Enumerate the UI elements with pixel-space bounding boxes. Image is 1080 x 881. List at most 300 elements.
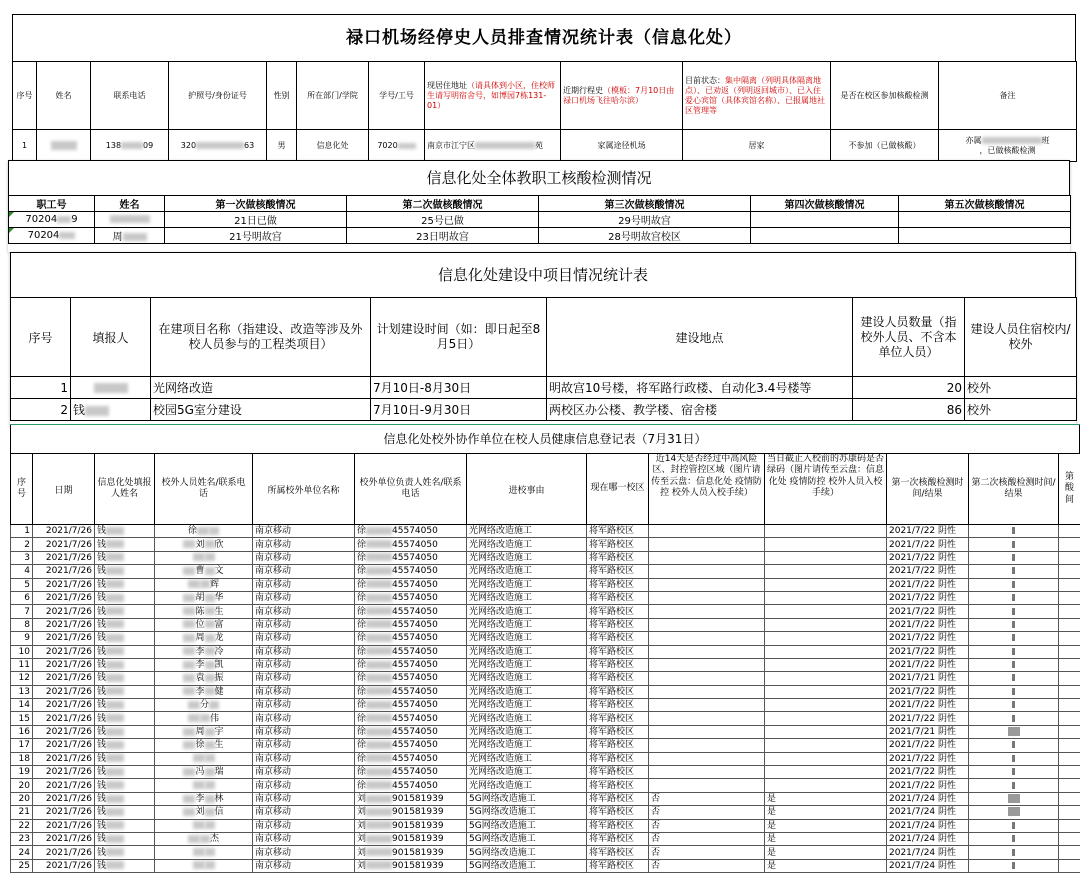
cell-leader (355, 725, 467, 738)
cell-staff-id (9, 212, 95, 228)
cell-staff-id (9, 228, 95, 244)
cell-reporter (95, 605, 155, 618)
cell-test1 (887, 618, 969, 631)
test1-value: 2021/7/24 阴性 (889, 821, 956, 831)
risk-value: 否 (651, 821, 660, 831)
cell-date (33, 712, 95, 725)
redacted-block (205, 741, 215, 749)
cell-code (765, 672, 887, 685)
campus-value: 将军路校区 (589, 834, 634, 844)
cell-extra (1059, 725, 1080, 738)
cell-leader (355, 806, 467, 819)
airport-stopover-table (12, 61, 1077, 162)
cell-leader (355, 551, 467, 564)
cell-risk (649, 806, 765, 819)
table-row (11, 699, 1080, 712)
cell-risk (649, 725, 765, 738)
cell-seq: 1 (13, 130, 37, 162)
cell-reporter (95, 712, 155, 725)
redacted-block (366, 808, 392, 816)
person-c: 杰 (210, 834, 219, 844)
company-value: 南京移动 (255, 861, 291, 871)
cell-risk (649, 538, 765, 551)
person-b: 冯 (195, 767, 204, 777)
header-seq: 序号 (13, 62, 37, 130)
seq-value: 10 (19, 647, 30, 657)
date-value: 2021/7/26 (46, 620, 92, 630)
cell-person (155, 752, 253, 765)
header-status (683, 62, 831, 130)
cell-risk (649, 672, 765, 685)
reporter-start: 钱 (97, 673, 106, 683)
cell-company (253, 672, 355, 685)
risk-value: 否 (651, 834, 660, 844)
cell-seq (11, 591, 33, 604)
reporter-start: 钱 (73, 403, 85, 417)
seq-value: 17 (19, 740, 30, 750)
cell-seq: 1 (11, 377, 71, 399)
cell-reason (467, 766, 587, 779)
thumbnail-icon (1012, 688, 1015, 695)
test1-value: 2021/7/24 阴性 (889, 848, 956, 858)
header-leader: 校外单位负责人姓名/联系电话 (355, 454, 467, 525)
thumbnail-icon (1008, 727, 1020, 736)
cell-test2 (969, 846, 1059, 859)
redacted-block (209, 701, 219, 709)
cell-date (33, 766, 95, 779)
cell-seq (11, 565, 33, 578)
cell-date (33, 859, 95, 872)
campus-value: 将军路校区 (589, 767, 634, 777)
date-value: 2021/7/26 (46, 580, 92, 590)
person-c: 伟 (210, 714, 219, 724)
date-value: 2021/7/26 (46, 794, 92, 804)
campus-value: 将军路校区 (589, 607, 634, 617)
header-seq: 序号 (11, 298, 71, 377)
company-value: 南京移动 (255, 526, 291, 536)
table-header-row (11, 298, 1077, 377)
risk-value: 否 (651, 807, 660, 817)
redacted-block (205, 808, 215, 816)
cell-test2 (969, 739, 1059, 752)
leader-start: 徐 (357, 593, 366, 603)
redacted-block (205, 821, 215, 829)
header-person: 校外人员姓名/联系电话 (155, 454, 253, 525)
reason-value: 5G网络改造施工 (469, 821, 536, 831)
header-test2: 第二次核酸检测时间/结果 (969, 454, 1059, 525)
campus-value: 将军路校区 (589, 580, 634, 590)
cell-date (33, 591, 95, 604)
cell-leader (355, 779, 467, 792)
code-value: 是 (767, 861, 776, 871)
cell-test2 (969, 551, 1059, 564)
cell-code (765, 565, 887, 578)
campus-value: 将军路校区 (589, 673, 634, 683)
person-c: 文 (215, 566, 224, 576)
cell-seq (11, 632, 33, 645)
redacted-block (183, 795, 195, 803)
cell-person (155, 685, 253, 698)
cell-reporter (95, 766, 155, 779)
cell-risk (649, 618, 765, 631)
cell-extra (1059, 766, 1080, 779)
redacted-block (366, 768, 392, 776)
risk-value: 否 (651, 861, 660, 871)
cell-test2 (969, 525, 1059, 538)
table-header-row (11, 454, 1080, 525)
company-value: 南京移动 (255, 848, 291, 858)
redacted-block (85, 406, 109, 416)
cell-test2 (969, 632, 1059, 645)
thumbnail-icon (1012, 608, 1015, 615)
reporter-start: 钱 (97, 848, 106, 858)
reporter-start: 钱 (97, 553, 106, 563)
date-value: 2021/7/26 (46, 593, 92, 603)
cell-person (155, 645, 253, 658)
redacted-block (57, 216, 71, 223)
cell-name (37, 130, 91, 162)
redacted-block (366, 661, 392, 669)
test1-value: 2021/7/22 阴性 (889, 553, 956, 563)
header-trip-note: （模板：7月10日由禄口机场飞往哈尔滨） (563, 86, 674, 105)
redacted-block (106, 754, 124, 762)
cell-risk (649, 712, 765, 725)
cell-reason (467, 591, 587, 604)
cell-extra (1059, 792, 1080, 805)
reporter-start: 钱 (97, 807, 106, 817)
test1-value: 2021/7/22 阴性 (889, 647, 956, 657)
redacted-block (106, 861, 124, 869)
cell-reason (467, 685, 587, 698)
person-c: 林 (215, 794, 224, 804)
leader-phone: 45574050 (392, 633, 438, 643)
seq-value: 20 (19, 781, 30, 791)
company-value: 南京移动 (255, 593, 291, 603)
table-header-row (9, 196, 1071, 212)
thumbnail-icon (1012, 741, 1015, 748)
project-table (10, 297, 1077, 421)
cell-staff-name (95, 212, 165, 228)
redacted-block (94, 383, 128, 393)
cell-test1 (887, 859, 969, 872)
cell-extra (1059, 551, 1080, 564)
table-row (9, 212, 1071, 228)
cell-date (33, 725, 95, 738)
cell-leader (355, 538, 467, 551)
cell-test2 (969, 672, 1059, 685)
cell-test1 (887, 766, 969, 779)
test1-value: 2021/7/22 阴性 (889, 687, 956, 697)
cell-code (765, 846, 887, 859)
cell-reporter (95, 685, 155, 698)
code-value: 是 (767, 821, 776, 831)
redacted-block (106, 634, 124, 642)
cell-person (155, 766, 253, 779)
redacted-block (106, 647, 124, 655)
person-c: 振 (215, 673, 224, 683)
cell-extra (1059, 859, 1080, 872)
cell-campus (587, 712, 649, 725)
redacted-block (205, 861, 215, 869)
cell-seq (11, 645, 33, 658)
reason-value: 光网络改造施工 (469, 553, 532, 563)
thumbnail-icon (1012, 835, 1015, 842)
table-row (11, 565, 1080, 578)
company-value: 南京移动 (255, 540, 291, 550)
seq-value: 3 (24, 553, 30, 563)
cell-person (155, 525, 253, 538)
person-c: 宇 (215, 727, 224, 737)
redacted-block (209, 527, 219, 535)
reporter-start: 钱 (97, 540, 106, 550)
redacted-block (366, 567, 392, 575)
cell-code (765, 699, 887, 712)
reason-value: 光网络改造施工 (469, 526, 532, 536)
leader-phone: 901581939 (392, 807, 444, 817)
cell-company (253, 792, 355, 805)
cell-company (253, 578, 355, 591)
leader-phone: 901581939 (392, 861, 444, 871)
header-date: 日期 (33, 454, 95, 525)
header-fourth-test: 第四次做核酸情况 (751, 196, 899, 212)
cell-campus (587, 846, 649, 859)
cell-reason (467, 658, 587, 671)
cell-reporter (95, 538, 155, 551)
cell-time: 7月10日-9月30日 (371, 399, 547, 421)
company-value: 南京移动 (255, 607, 291, 617)
cell-code (765, 538, 887, 551)
table-row (11, 645, 1080, 658)
table-row (11, 632, 1080, 645)
cell-company (253, 525, 355, 538)
leader-start: 徐 (357, 727, 366, 737)
company-value: 南京移动 (255, 553, 291, 563)
redacted-block (205, 567, 215, 575)
cell-code (765, 819, 887, 832)
cell-test2 (969, 792, 1059, 805)
thumbnail-icon (1012, 648, 1015, 655)
redacted-block (106, 741, 124, 749)
redacted-block (205, 607, 215, 615)
reason-value: 光网络改造施工 (469, 540, 532, 550)
seq-value: 23 (19, 834, 30, 844)
staff-test-panel (8, 160, 1070, 252)
leader-start: 徐 (357, 700, 366, 710)
date-value: 2021/7/26 (46, 767, 92, 777)
redacted-block (205, 848, 215, 856)
cell-date (33, 525, 95, 538)
cell-passport (169, 130, 267, 162)
company-value: 南京移动 (255, 781, 291, 791)
cell-date (33, 538, 95, 551)
header-test: 是否在校区参加核酸检测 (831, 62, 939, 130)
redacted-block (398, 143, 416, 149)
cell-person (155, 806, 253, 819)
reason-value: 5G网络改造施工 (469, 834, 536, 844)
test1-value: 2021/7/22 阴性 (889, 660, 956, 670)
redacted-block (188, 701, 200, 709)
leader-start: 徐 (357, 754, 366, 764)
cell-count: 20 (853, 377, 965, 399)
cell-seq (11, 806, 33, 819)
cell-campus (587, 658, 649, 671)
cell-campus (587, 792, 649, 805)
external-staff-panel (10, 424, 1080, 881)
test1-value: 2021/7/21 阴性 (889, 727, 956, 737)
redacted-block (205, 687, 215, 695)
reporter-start: 钱 (97, 740, 106, 750)
cell-campus (587, 766, 649, 779)
cell-extra (1059, 739, 1080, 752)
cell-leader (355, 819, 467, 832)
seq-value: 22 (19, 821, 30, 831)
redacted-block (183, 620, 195, 628)
cell-test2 (969, 752, 1059, 765)
leader-phone: 45574050 (392, 607, 438, 617)
seq-value: 13 (19, 687, 30, 697)
cell-risk (649, 832, 765, 845)
cell-reporter (95, 792, 155, 805)
leader-start: 徐 (357, 781, 366, 791)
cell-leader (355, 752, 467, 765)
cell-seq (11, 578, 33, 591)
leader-start: 徐 (357, 647, 366, 657)
reason-value: 光网络改造施工 (469, 607, 532, 617)
leader-phone: 45574050 (392, 673, 438, 683)
header-status-note: 集中隔离（列明具体隔离地点）、已劝返（列明返回城市）、已入住爱心宾馆（具体宾馆名称）、已报属地社区管理等 (685, 76, 825, 115)
header-staff-id: 职工号 (9, 196, 95, 212)
cell-test2 (969, 645, 1059, 658)
person-c: 生 (215, 740, 224, 750)
date-value: 2021/7/26 (46, 687, 92, 697)
cell-seq: 2 (11, 399, 71, 421)
leader-start: 徐 (357, 526, 366, 536)
header-project: 在建项目名称（指建设、改造等涉及外校人员参与的工程类项目） (151, 298, 371, 377)
redacted-block (193, 781, 205, 789)
cell-person (155, 819, 253, 832)
redacted-block (110, 215, 150, 223)
cell-date (33, 645, 95, 658)
campus-value: 将军路校区 (589, 620, 634, 630)
panel3-title: 信息化处建设中项目情况统计表 (10, 252, 1076, 297)
cell-campus (587, 632, 649, 645)
person-b: 陈 (195, 607, 204, 617)
campus-value: 将军路校区 (589, 633, 634, 643)
cell-reporter (95, 846, 155, 859)
leader-start: 刘 (357, 807, 366, 817)
cell-company (253, 819, 355, 832)
panel2-title: 信息化处全体教职工核酸检测情况 (8, 160, 1070, 195)
thumbnail-icon (1012, 715, 1015, 722)
reason-value: 光网络改造施工 (469, 781, 532, 791)
campus-value: 将军路校区 (589, 647, 634, 657)
cell-date (33, 672, 95, 685)
company-value: 南京移动 (255, 727, 291, 737)
cell-reason (467, 699, 587, 712)
cell-campus (587, 578, 649, 591)
campus-value: 将军路校区 (589, 821, 634, 831)
redacted-block (982, 137, 1042, 144)
cell-leader (355, 578, 467, 591)
redacted-block (106, 714, 124, 722)
cell-code (765, 752, 887, 765)
cell-campus (587, 832, 649, 845)
person-c: 信 (215, 807, 224, 817)
redacted-block (188, 714, 200, 722)
table-row (11, 846, 1080, 859)
seq-value: 16 (19, 727, 30, 737)
cell-test2 (969, 538, 1059, 551)
redacted-block (205, 781, 215, 789)
cell-extra (1059, 565, 1080, 578)
test1-value: 2021/7/22 阴性 (889, 620, 956, 630)
redacted-block (106, 594, 124, 602)
person-b: 分 (200, 700, 209, 710)
cell-seq (11, 712, 33, 725)
cell-risk (649, 846, 765, 859)
cell-extra (1059, 752, 1080, 765)
redacted-block (106, 835, 124, 843)
redacted-block (183, 741, 195, 749)
cell-reporter (95, 672, 155, 685)
reporter-start: 钱 (97, 620, 106, 630)
cell-leader (355, 699, 467, 712)
reporter-start: 钱 (97, 593, 106, 603)
reporter-start: 钱 (97, 754, 106, 764)
redacted-block (183, 540, 195, 548)
cell-date (33, 618, 95, 631)
reason-value: 5G网络改造施工 (469, 861, 536, 871)
table-row (11, 832, 1080, 845)
cell-leader (355, 605, 467, 618)
cell-test: 不参加（已做核酸） (831, 130, 939, 162)
redacted-block (205, 594, 215, 602)
cell-code (765, 551, 887, 564)
person-c: 辉 (210, 580, 219, 590)
redacted-block (183, 661, 195, 669)
cell-leader (355, 846, 467, 859)
redacted-block (106, 540, 124, 548)
cell-company (253, 565, 355, 578)
cell-code (765, 739, 887, 752)
cell-code (765, 859, 887, 872)
redacted-block (121, 142, 143, 149)
cell-reason (467, 632, 587, 645)
redacted-block (183, 647, 195, 655)
company-value: 南京移动 (255, 767, 291, 777)
header-address-label: 现居住地址 (427, 81, 467, 90)
cell-phone (91, 130, 169, 162)
cell-code (765, 632, 887, 645)
test1-value: 2021/7/21 阴性 (889, 673, 956, 683)
cell-risk (649, 685, 765, 698)
thumbnail-icon (1012, 701, 1015, 708)
seq-value: 19 (19, 767, 30, 777)
header-remark: 备注 (939, 62, 1077, 130)
cell-fifth-test (899, 228, 1071, 244)
test1-value: 2021/7/22 阴性 (889, 566, 956, 576)
date-value: 2021/7/26 (46, 740, 92, 750)
cell-live: 校外 (965, 377, 1077, 399)
redacted-block (106, 674, 124, 682)
cell-seq (11, 525, 33, 538)
table-row (11, 538, 1080, 551)
cell-reporter (95, 752, 155, 765)
redacted-block (106, 527, 124, 535)
person-c: 健 (215, 687, 224, 697)
company-value: 南京移动 (255, 794, 291, 804)
thumbnail-icon (1012, 554, 1015, 561)
